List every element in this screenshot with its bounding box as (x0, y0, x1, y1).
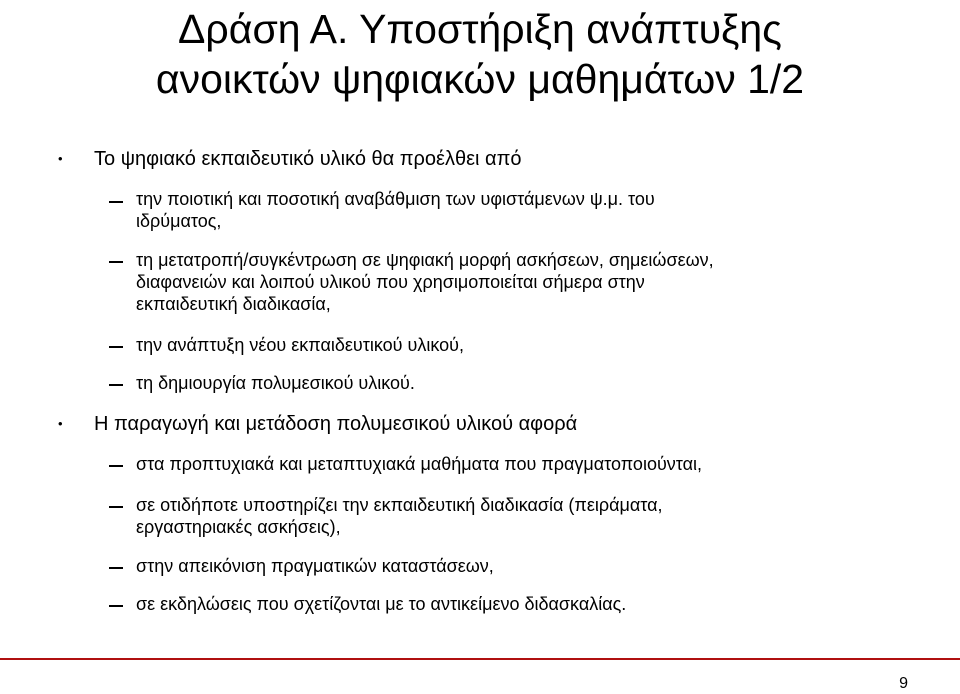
sub-item-line: διαφανειών και λοιπού υλικού που χρησιμοποιείται σήμερα στην (136, 272, 645, 292)
footer-divider (0, 658, 960, 660)
bullet-text: Η παραγωγή και μετάδοση πολυμεσικού υλικού αφορά (94, 413, 578, 435)
dash-marker (109, 605, 123, 607)
sub-item (136, 453, 866, 475)
dash-marker (109, 261, 123, 263)
sub-item (136, 188, 866, 232)
dash-marker (109, 506, 123, 508)
dash-marker (109, 567, 123, 569)
sub-item-line: ιδρύματος, (136, 211, 222, 231)
title-line-1: Δράση Α. Υποστήριξη ανάπτυξης (178, 6, 782, 52)
sub-item-line: στα προπτυχιακά και μεταπτυχιακά μαθήματα που πραγματοποιούνται, (136, 454, 703, 474)
sub-item-line: στην απεικόνιση πραγματικών καταστάσεων, (136, 556, 494, 576)
bullet-text: Το ψηφιακό εκπαιδευτικό υλικό θα προέλθει από (94, 148, 522, 170)
sub-item-line: τη μετατροπή/συγκέντρωση σε ψηφιακή μορφή ασκήσεων, σημειώσεων, (136, 250, 714, 270)
sub-item (136, 334, 866, 356)
sub-item (136, 372, 866, 394)
dash-marker (109, 346, 123, 348)
sub-item (136, 249, 866, 315)
bullet-dot: • (58, 151, 63, 166)
sub-item-line: σε οτιδήποτε υποστηρίζει την εκπαιδευτική διαδικασία (πειράματα, (136, 495, 663, 515)
sub-item-line: την ανάπτυξη νέου εκπαιδευτικού υλικού, (136, 335, 464, 355)
dash-marker (109, 384, 123, 386)
sub-item-line: εργαστηριακές ασκήσεις), (136, 517, 341, 537)
sub-item-line: τη δημιουργία πολυμεσικού υλικού. (136, 373, 415, 393)
sub-item-line: σε εκδηλώσεις που σχετίζονται με το αντικείμενο διδασκαλίας. (136, 594, 627, 614)
sub-item-line: την ποιοτική και ποσοτική αναβάθμιση των υφιστάμενων ψ.μ. του (136, 189, 655, 209)
title-line-2: ανοικτών ψηφιακών μαθημάτων 1/2 (155, 56, 805, 102)
dash-marker (109, 201, 123, 203)
sub-item (136, 555, 866, 577)
sub-item-line: εκπαιδευτική διαδικασία, (136, 294, 331, 314)
slide-title (0, 4, 960, 104)
bullet-dot: • (58, 416, 63, 431)
dash-marker (109, 465, 123, 467)
page-number: 9 (899, 675, 908, 692)
sub-item (136, 494, 866, 538)
sub-item (136, 593, 866, 615)
